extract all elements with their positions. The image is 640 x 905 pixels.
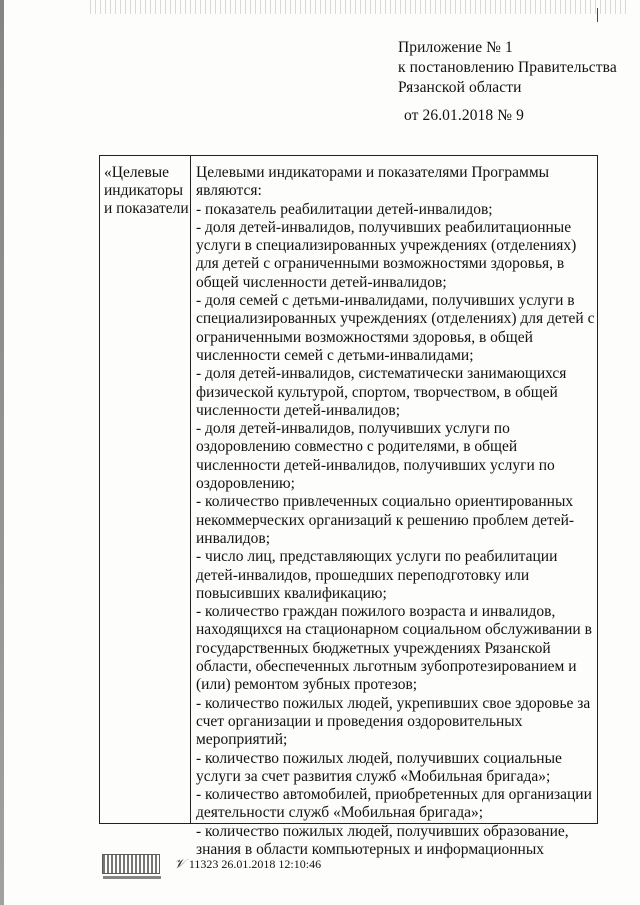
indicator-text-line: - количество привлеченных социально ориентированных: [196, 493, 574, 511]
indicator-text-line: для детей с ограниченными возможностями здоровья, в: [196, 255, 565, 273]
indicator-text-line: общей численности детей-инвалидов;: [196, 273, 447, 291]
stamp-caption: [103, 876, 161, 879]
indicator-text-line: численности семей с детьми-инвалидами;: [196, 346, 474, 364]
indicator-text-line: мероприятий;: [196, 731, 288, 749]
indicator-text-line: - количество пожилых людей, укрепивших свое здоровье за: [196, 694, 591, 712]
label-cell-line: и показатели: [104, 200, 189, 217]
indicator-text-line: (или) ремонтом зубных протезов;: [196, 676, 418, 694]
indicator-text-line: - показатель реабилитации детей-инвалидов;: [196, 200, 493, 218]
indicator-text-line: некоммерческих организаций к решению проблем детей-: [196, 511, 575, 529]
indicator-text-line: - число лиц, представляющих услуги по реабилитации: [196, 548, 558, 566]
indicator-text-line: - количество пожилых людей, получивших социальные: [196, 749, 562, 767]
indicator-text-line: знания в области компьютерных и информационных: [196, 840, 545, 858]
indicator-text-line: счет организации и проведения оздоровительных: [196, 712, 523, 730]
appendix-header: [398, 38, 617, 126]
indicator-text-line: физической культурой, спортом, творчеством, в общей: [196, 383, 558, 401]
indicator-text-line: численности детей-инвалидов;: [196, 401, 401, 419]
indicator-text-line: повысивших квалификацию;: [196, 584, 387, 602]
indicator-text-line: деятельности служб «Мобильная бригада»;: [196, 804, 484, 822]
indicator-text-line: - количество граждан пожилого возраста и инвалидов,: [196, 603, 556, 621]
table-label-cell: [104, 164, 189, 218]
indicator-text-line: - доля семей с детьми-инвалидами, получивших услуги в: [196, 292, 575, 310]
indicator-text-line: - доля детей-инвалидов, систематически занимающихся: [196, 365, 567, 383]
indicator-text-line: находящихся на стационарном социальном обслуживании в: [196, 621, 592, 639]
indicator-text-line: численности детей-инвалидов, получивших услуги по: [196, 456, 555, 474]
indicator-text-line: области, обеспеченных льготным зубопротезированием и: [196, 658, 577, 676]
indicator-text-line: оздоровлению;: [196, 475, 295, 493]
indicator-text-line: оздоровлению совместно с родителями, в общей: [196, 438, 518, 456]
indicator-text-line: специализированных учреждениях (отделениях) для детей с: [196, 310, 595, 328]
registration-stamp: [102, 854, 160, 874]
appendix-ref-line-1: к постановлению Правительства: [398, 59, 617, 76]
indicator-text-line: государственных бюджетных учреждениях Рязанской: [196, 639, 551, 657]
label-cell-line: индикаторы: [104, 182, 184, 199]
registration-number-timestamp: 11323 26.01.2018 12:10:46: [188, 856, 322, 871]
document-footer: [102, 852, 321, 876]
appendix-title: Приложение № 1: [398, 39, 513, 56]
scan-mark-top-right: [597, 8, 598, 22]
indicator-text-line: являются:: [196, 182, 262, 200]
indicator-text-line: детей-инвалидов, прошедших переподготовку или: [196, 566, 530, 584]
signature-mark: 𝒱: [174, 856, 185, 871]
indicator-text-line: - количество автомобилей, приобретенных для организации: [196, 786, 592, 804]
indicator-text-line: услуги в специализированных учреждениях (отделениях): [196, 237, 577, 255]
indicator-text-line: инвалидов;: [196, 529, 271, 547]
appendix-date: от 26.01.2018 № 9: [404, 107, 524, 124]
indicators-table: [99, 155, 598, 858]
indicator-text-line: - доля детей-инвалидов, получивших услуги по: [196, 420, 510, 438]
indicator-text-line: - количество пожилых людей, получивших образование,: [196, 822, 569, 840]
table-column-divider: [190, 156, 191, 823]
indicator-text-line: услуги за счет развития служб «Мобильная бригада»;: [196, 767, 551, 785]
indicator-text-line: ограниченными возможностями здоровья, в общей: [196, 328, 533, 346]
scan-noise-top: [90, 0, 630, 14]
table-content-cell: [196, 164, 595, 859]
indicator-text-line: - доля детей-инвалидов, получивших реабилитационные: [196, 218, 572, 236]
appendix-ref-line-2: Рязанской области: [398, 79, 522, 96]
indicator-text-line: Целевыми индикаторами и показателями Программы: [196, 164, 550, 181]
label-cell-line: «Целевые: [104, 164, 170, 181]
scan-edge-left: [0, 0, 4, 905]
